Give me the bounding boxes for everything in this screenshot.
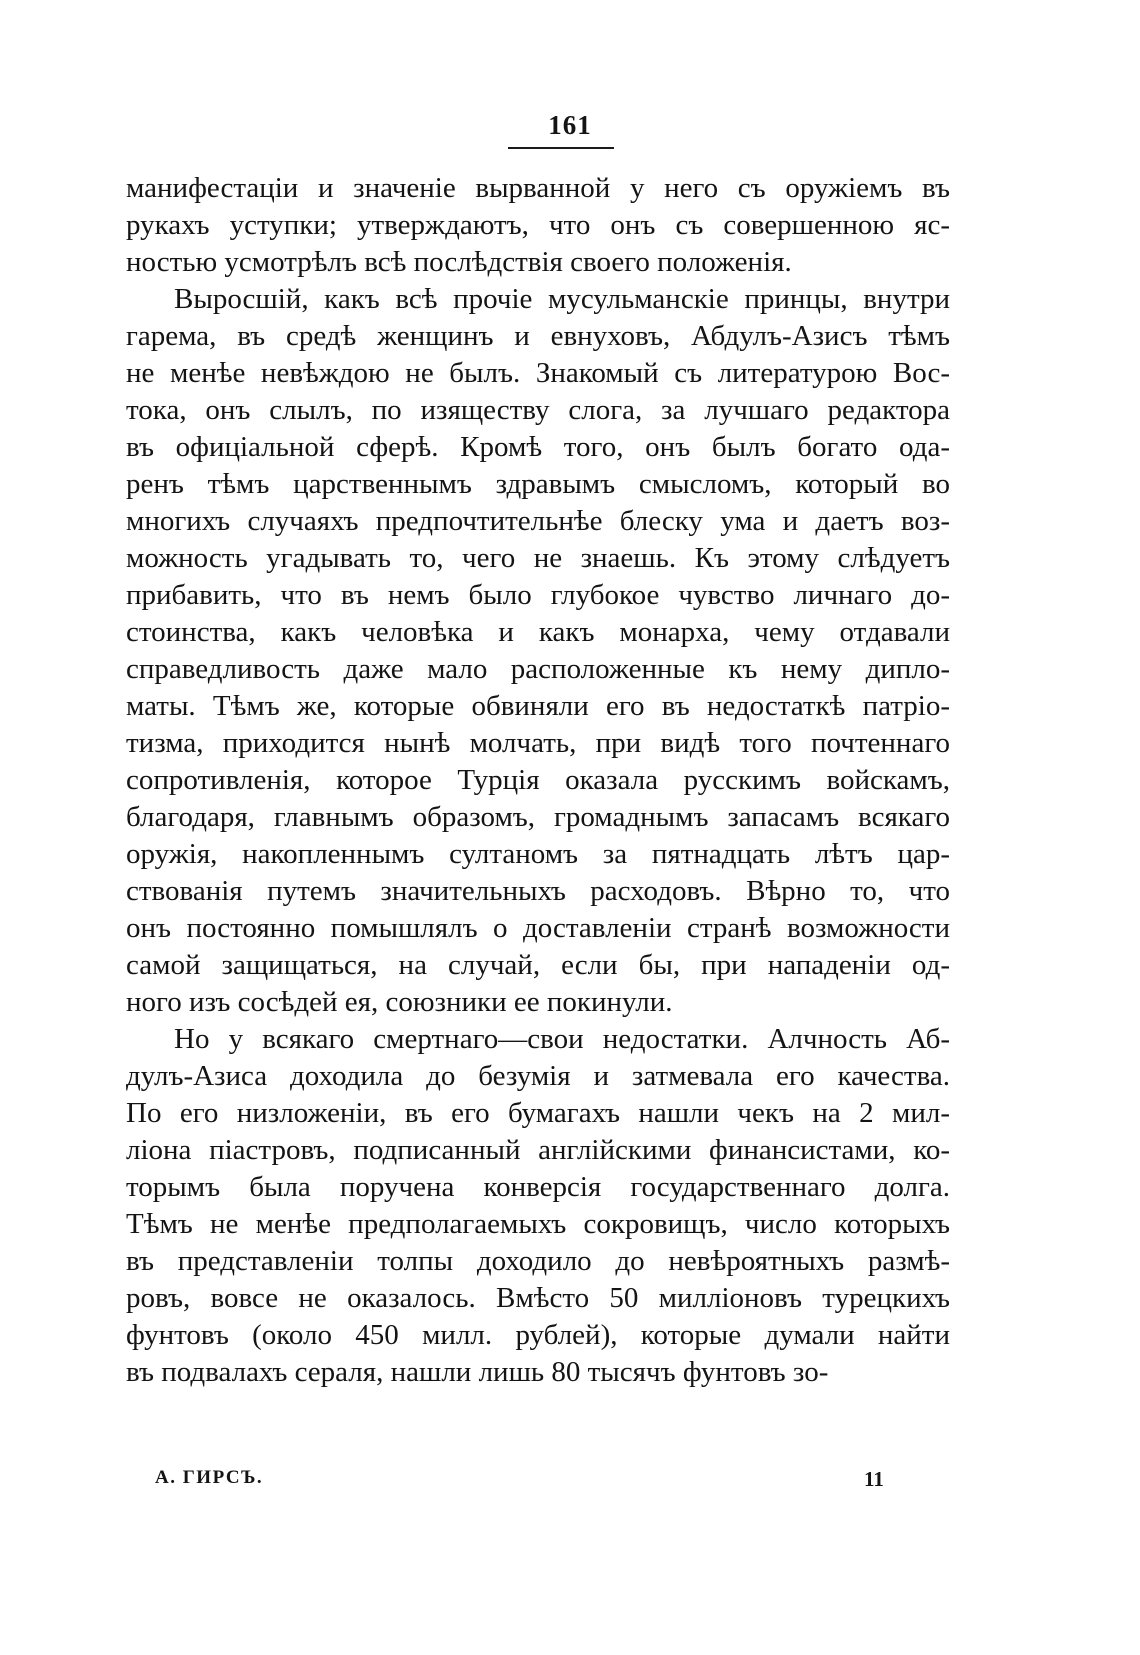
- page-footer: [0, 1467, 1140, 1497]
- text-line: манифестаціи и значеніе вырванной у него съ оружіемъ въ: [126, 172, 950, 204]
- signature-mark: А. ГИРСЪ.: [155, 1467, 264, 1488]
- text-line: торымъ была поручена конверсія государственнаго долга.: [126, 1171, 950, 1203]
- text-line: Но у всякаго смертнаго—свои недостатки. Алчность Аб-: [174, 1023, 950, 1055]
- sheet-number: 11: [864, 1467, 884, 1491]
- text-line: гарема, въ средѣ женщинъ и евнуховъ, Абдулъ-Азисъ тѣмъ: [126, 320, 950, 352]
- text-line: можность угадывать то, чего не знаешь. Къ этому слѣдуетъ: [126, 542, 950, 574]
- text-line: Тѣмъ не менѣе предполагаемыхъ сокровищъ, число которыхъ: [126, 1208, 950, 1240]
- page-number-rule: [508, 147, 614, 149]
- text-line: маты. Тѣмъ же, которые обвиняли его въ недостаткѣ патріо-: [126, 690, 950, 722]
- text-line: ствованія путемъ значительныхъ расходовъ. Вѣрно то, что: [126, 875, 950, 907]
- text-line: тизма, приходится нынѣ молчать, при видѣ того почтеннаго: [126, 727, 950, 759]
- text-line: тока, онъ слылъ, по изяществу слога, за лучшаго редактора: [126, 394, 950, 426]
- page-number: 161: [548, 110, 592, 140]
- text-line: По его низложеніи, въ его бумагахъ нашли чекъ на 2 мил-: [126, 1097, 950, 1129]
- text-line: ностью усмотрѣлъ всѣ послѣдствія своего положенія.: [126, 246, 792, 278]
- text-line: оружія, накопленнымъ султаномъ за пятнадцать лѣтъ цар-: [126, 838, 950, 870]
- text-line: прибавить, что въ немъ было глубокое чувство личнаго до-: [126, 579, 950, 611]
- text-line: фунтовъ (около 450 милл. рублей), которые думали найти: [126, 1319, 950, 1351]
- text-line: рукахъ уступки; утверждаютъ, что онъ съ совершенною яс-: [126, 209, 950, 241]
- text-line: Выросшій, какъ всѣ прочіе мусульманскіе принцы, внутри: [174, 283, 950, 315]
- text-line: въ подвалахъ сераля, нашли лишь 80 тысячъ фунтовъ зо-: [126, 1356, 829, 1388]
- text-line: ліона піастровъ, подписанный англійскими финансистами, ко-: [126, 1134, 950, 1166]
- text-line: ровъ, вовсе не оказалось. Вмѣсто 50 милліоновъ турецкихъ: [126, 1282, 950, 1314]
- text-line: ренъ тѣмъ царственнымъ здравымъ смысломъ, который во: [126, 468, 950, 500]
- text-body: [126, 170, 950, 1391]
- text-line: самой защищаться, на случай, если бы, при нападеніи од-: [126, 949, 950, 981]
- text-line: стоинства, какъ человѣка и какъ монарха, чему отдавали: [126, 616, 950, 648]
- text-line: сопротивленія, которое Турція оказала русскимъ войскамъ,: [126, 764, 950, 796]
- text-line: въ представленіи толпы доходило до невѣроятныхъ размѣ-: [126, 1245, 950, 1277]
- text-line: ного изъ сосѣдей ея, союзники ее покинули.: [126, 986, 673, 1018]
- text-line: дулъ-Азиса доходила до безумія и затмевала его качества.: [126, 1060, 950, 1092]
- text-line: онъ постоянно помышлялъ о доставленіи странѣ возможности: [126, 912, 950, 944]
- text-line: благодаря, главнымъ образомъ, громаднымъ запасамъ всякаго: [126, 801, 950, 833]
- text-line: справедливость даже мало расположенные къ нему дипло-: [126, 653, 950, 685]
- text-line: въ офиціальной сферѣ. Кромѣ того, онъ былъ богато ода-: [126, 431, 950, 463]
- text-line: многихъ случаяхъ предпочтительнѣе блеску ума и даетъ воз-: [126, 505, 950, 537]
- text-line: не менѣе невѣждою не былъ. Знакомый съ литературою Вос-: [126, 357, 950, 389]
